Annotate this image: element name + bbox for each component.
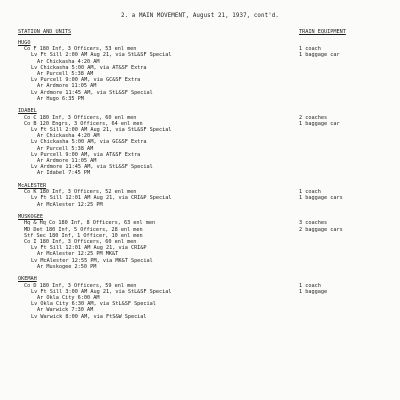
itinerary-text: Co B 120 Engrs, 3 Officers, 64 enl men: [24, 120, 143, 127]
itinerary-text: Co K 180 Inf, 3 Officers, 52 enl men: [24, 189, 137, 196]
itinerary-text: Ar Muskogee 2:50 PM: [37, 263, 97, 270]
itinerary-text: Lv Chickasha 5:00 AM, via GC&SF Extra: [31, 139, 147, 146]
itinerary-text: Ar Chickasha 4:20 AM: [37, 58, 100, 65]
train-equipment: 1 coach: [299, 282, 321, 289]
itinerary-text: Lv Purcell 9:00 AM, via AT&SF Extra: [31, 151, 141, 158]
itinerary-text: MD Det 180 Inf, 5 Officers, 28 enl men: [24, 226, 143, 233]
itinerary-text: Co F 180 Inf, 3 Officers, 53 enl men: [24, 46, 137, 53]
itinerary-text: Lv Chickasha 5:00 AM, via AT&SF Extra: [31, 64, 147, 71]
itinerary-text: Ar McAlester 12:25 PM MK&T: [37, 251, 119, 258]
itinerary-line: [18, 202, 382, 208]
train-equipment: 2 baggage cars: [299, 226, 343, 233]
itinerary-text: Ar Ardmore 11:05 AM: [37, 83, 97, 90]
itinerary-text: Ar Hugo 6:35 PM: [37, 95, 84, 102]
station-name: McALESTER: [18, 182, 47, 189]
itinerary-text: Co I 180 Inf, 3 Officers, 60 enl men: [24, 239, 137, 245]
train-equipment: 1 baggage: [299, 288, 328, 295]
itinerary-text: Lv McAlester 12:55 PM, via MK&T Special: [31, 257, 153, 264]
itinerary-text: Lv Ardmore 11:45 AM, via StL&SF Special: [31, 164, 153, 171]
itinerary-text: Lv Purcell 9:00 AM, via GC&SF Extra: [31, 77, 141, 84]
page-title: 2. a MAIN MOVEMENT, August 21, 1937, cont'd.: [121, 13, 279, 19]
itinerary-text: Lv Ft Sill 2:00 AM Aug 21, via StL&SF Special: [31, 52, 172, 59]
station-section: [18, 40, 382, 102]
itinerary-text: Lv Ft Sill 2:00 AM Aug 21, via StL&SF Special: [31, 126, 172, 133]
itinerary-text: Lv Okla City 6:30 AM, via StL&SF Special: [31, 301, 156, 308]
station-section: [18, 276, 382, 319]
train-equipment: 1 coach: [299, 46, 321, 53]
itinerary-line: [18, 96, 382, 102]
itinerary-text: Lv Ardmore 11:45 AM, via StL&SF Special: [31, 89, 153, 96]
itinerary-line: [18, 170, 382, 176]
itinerary-text: Ar McAlester 12:25 PM: [37, 201, 103, 208]
column-header-stations: STATION AND UNITS: [18, 29, 72, 35]
station-sections: [18, 40, 382, 326]
train-equipment: 1 baggage car: [299, 120, 340, 127]
itinerary-text: Ar Okla City 6:00 AM: [37, 295, 100, 302]
itinerary-line: [18, 264, 382, 270]
itinerary-text: Stf Sec 180 Inf, 1 Officer, 10 enl men: [24, 232, 143, 239]
train-equipment: 1 baggage car: [299, 52, 340, 59]
itinerary-text: Co D 180 Inf, 3 Officers, 59 enl men: [24, 282, 137, 289]
station-name: HUGO: [18, 40, 31, 46]
train-equipment: 2 coaches: [299, 114, 328, 121]
train-equipment: 3 coaches: [299, 220, 328, 227]
itinerary-line: [18, 314, 382, 320]
station-name: OKEMAH: [18, 276, 37, 283]
itinerary-text: Co C 180 Inf, 3 Officers, 60 enl men: [24, 114, 137, 121]
itinerary-text: Ar Chickasha 4:20 AM: [37, 133, 100, 140]
itinerary-text: Ar Purcell 5:38 AM: [37, 70, 94, 77]
itinerary-text: Lv Ft Sill 12:01 AM Aug 21, via CRI&P Special: [31, 195, 172, 202]
itinerary-text: Ar Purcell 5:38 AM: [37, 145, 94, 152]
train-equipment: 1 coach: [299, 189, 321, 196]
itinerary-text: Lv Ft Sill 3:00 AM Aug 21, via StL&SF Special: [31, 288, 172, 295]
itinerary-text: Ar Idabel 7:45 PM: [37, 170, 91, 177]
itinerary-text: Lv Ft Sill 12:01 AM Aug 21, via CRI&P: [31, 245, 147, 252]
station-name: MUSKOGEE: [18, 214, 43, 221]
station-name: IDABEL: [18, 108, 37, 115]
train-equipment: 1 baggage cars: [299, 195, 343, 202]
column-header-row: [18, 29, 382, 37]
station-section: [18, 108, 382, 176]
itinerary-text: Lv Warwick 8:00 AM, via FtS&W Special: [31, 313, 147, 320]
itinerary-text: Hq & Hq Co 180 Inf, 8 Officers, 63 enl men: [24, 220, 156, 227]
itinerary-text: Ar Warwick 7:30 AM: [37, 307, 94, 314]
station-section: [18, 183, 382, 208]
station-section: [18, 214, 382, 270]
column-header-equipment: TRAIN EQUIPMENT: [299, 29, 346, 35]
itinerary-text: Ar Ardmore 11:05 AM: [37, 157, 97, 164]
